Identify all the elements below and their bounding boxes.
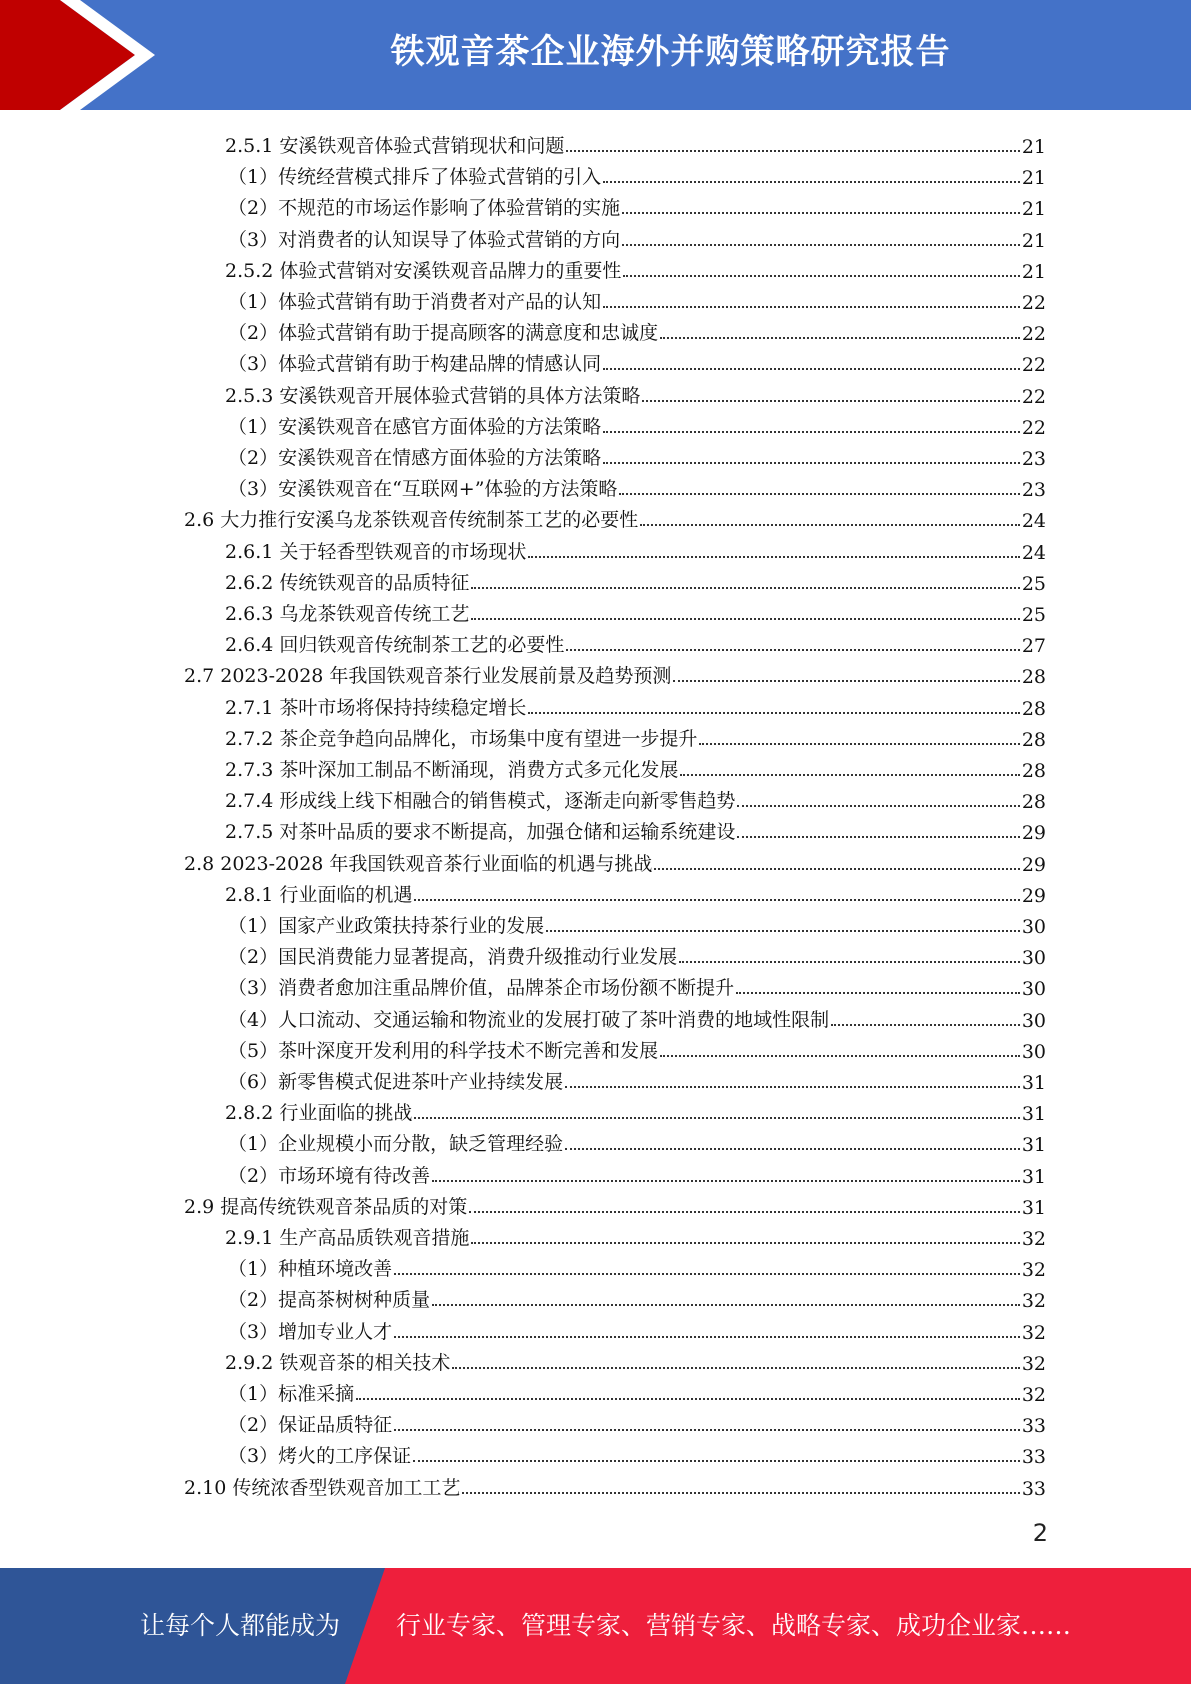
toc-entry[interactable] (184, 501, 1046, 532)
toc-entry[interactable] (184, 845, 1046, 876)
toc-entry[interactable] (228, 907, 1046, 938)
toc-leader-dots (414, 898, 1019, 901)
toc-leader-dots (394, 1335, 1020, 1338)
toc-entry-page: 21 (1021, 198, 1046, 221)
toc-leader-dots (603, 430, 1020, 433)
toc-entry-label: （2）国民消费能力显著提高，消费升级推动行业发展 (228, 946, 678, 969)
toc-leader-dots (640, 523, 1020, 526)
toc-entry[interactable] (228, 408, 1046, 439)
toc-entry-page: 33 (1021, 1415, 1046, 1438)
toc-entry-page: 32 (1021, 1384, 1046, 1406)
toc-entry-page: 29 (1021, 822, 1046, 845)
toc-leader-dots (737, 835, 1019, 838)
toc-entry-label: 2.7.5 对茶叶品质的要求不断提高，加强仓储和运输系统建设 (225, 821, 736, 844)
toc-leader-dots (471, 617, 1019, 620)
toc-leader-dots (619, 492, 1019, 495)
toc-entry[interactable] (228, 221, 1046, 252)
toc-entry-page: 28 (1021, 697, 1046, 720)
toc-entry-page: 21 (1021, 260, 1046, 283)
toc-entry-label: （3）增加专业人才 (228, 1320, 393, 1343)
page-number: 2 (1032, 1519, 1048, 1547)
toc-leader-dots (660, 336, 1020, 339)
toc-entry-label: 2.7.4 形成线上线下相融合的销售模式，逐渐走向新零售趋势 (225, 790, 736, 813)
toc-entry[interactable] (228, 158, 1046, 189)
toc-entry-label: 2.6.2 传统铁观音的品质特征 (225, 571, 470, 594)
toc-leader-dots (356, 1397, 1020, 1400)
toc-entry[interactable] (225, 720, 1046, 751)
toc-leader-dots (471, 1241, 1019, 1244)
toc-entry-label: 2.5.2 体验式营销对安溪铁观音品牌力的重要性 (225, 259, 622, 282)
toc-leader-dots (452, 1366, 1019, 1369)
toc-leader-dots (394, 1272, 1020, 1275)
toc-entry[interactable] (228, 283, 1046, 314)
document-title: 铁观音茶企业海外并购策略研究报告 (390, 32, 951, 72)
toc-leader-dots (603, 180, 1020, 183)
toc-leader-dots (736, 991, 1020, 994)
toc-leader-dots (679, 960, 1020, 963)
toc-entry[interactable] (225, 1094, 1046, 1125)
toc-entry-page: 24 (1021, 541, 1046, 564)
footer-slogan-left: 让每个人都能成为 (140, 1611, 341, 1640)
toc-leader-dots (623, 274, 1019, 277)
toc-entry-page: 30 (1021, 916, 1046, 938)
toc-leader-dots (654, 867, 1019, 870)
toc-entry[interactable] (228, 439, 1046, 470)
toc-entry-label: （1）标准采摘 (228, 1383, 355, 1405)
toc-entry-page: 29 (1021, 884, 1046, 907)
toc-leader-dots (737, 804, 1019, 807)
toc-entry-page: 28 (1021, 728, 1046, 751)
toc-entry-page: 32 (1021, 1290, 1046, 1313)
toc-entry-page: 22 (1021, 385, 1046, 408)
toc-entry[interactable] (225, 751, 1046, 782)
toc-entry-label: 2.7 2023-2028 年我国铁观音茶行业发展前景及趋势预测 (184, 665, 672, 688)
toc-entry-label: 2.8.1 行业面临的机遇 (225, 883, 413, 906)
toc-entry-label: 2.9.1 生产高品质铁观音措施 (225, 1227, 470, 1249)
toc-entry[interactable] (225, 782, 1046, 813)
toc-entry-page: 28 (1021, 791, 1046, 814)
toc-entry-label: 2.7.1 茶叶市场将保持持续稳定增长 (225, 696, 527, 719)
toc-entry-label: （1）体验式营销有助于消费者对产品的认知 (228, 291, 602, 313)
toc-entry-page: 30 (1021, 1040, 1046, 1063)
toc-entry-label: （2）保证品质特征 (228, 1414, 393, 1437)
toc-entry-label: （4）人口流动、交通运输和物流业的发展打破了茶叶消费的地域性限制 (228, 1008, 830, 1031)
toc-entry-label: 2.8 2023-2028 年我国铁观音茶行业面临的机遇与挑战 (184, 852, 653, 875)
toc-entry[interactable] (225, 689, 1046, 720)
toc-entry-label: 2.5.1 安溪铁观音体验式营销现状和问题 (225, 135, 565, 157)
toc-entry-page: 31 (1021, 1103, 1046, 1126)
toc-entry-label: （3）消费者愈加注重品牌价值，品牌茶企市场份额不断提升 (228, 977, 735, 1000)
toc-entry-page: 31 (1021, 1196, 1046, 1219)
toc-entry-label: 2.9.2 铁观音茶的相关技术 (225, 1351, 451, 1374)
toc-entry[interactable] (225, 595, 1046, 626)
toc-entry-label: （2）安溪铁观音在情感方面体验的方法策略 (228, 447, 602, 469)
toc-leader-dots (680, 773, 1019, 776)
toc-entry-page: 31 (1021, 1134, 1046, 1157)
toc-entry-page: 24 (1021, 510, 1046, 533)
toc-entry-label: （1）企业规模小而分散，缺乏管理经验 (228, 1133, 564, 1156)
toc-leader-dots (699, 742, 1019, 745)
toc-entry[interactable] (225, 1219, 1046, 1250)
toc-leader-dots (528, 555, 1019, 558)
toc-entry-page: 25 (1021, 572, 1046, 595)
toc-leader-dots (471, 586, 1019, 589)
toc-entry-page: 22 (1021, 323, 1046, 346)
toc-entry[interactable] (228, 1406, 1046, 1437)
toc-entry[interactable] (228, 1250, 1046, 1281)
toc-entry[interactable] (225, 813, 1046, 844)
toc-entry[interactable] (228, 1375, 1046, 1406)
toc-entry-label: 2.6.1 关于轻香型铁观音的市场现状 (225, 540, 527, 563)
toc-entry-page: 32 (1021, 1228, 1046, 1250)
toc-entry-page: 22 (1021, 354, 1046, 377)
toc-leader-dots (642, 399, 1019, 402)
toc-leader-dots (660, 1054, 1020, 1057)
toc-entry-label: （2）体验式营销有助于提高顾客的满意度和忠诚度 (228, 322, 659, 345)
toc-entry[interactable] (228, 314, 1046, 345)
toc-entry[interactable] (184, 657, 1046, 688)
toc-entry-page: 28 (1021, 666, 1046, 689)
toc-leader-dots (566, 648, 1019, 651)
toc-entry[interactable] (228, 345, 1046, 376)
toc-leader-dots (469, 1210, 1020, 1213)
toc-entry[interactable] (228, 969, 1046, 1000)
toc-entry-label: （3）烤火的工序保证 (228, 1445, 412, 1468)
toc-leader-dots (831, 1023, 1020, 1026)
toc-entry[interactable] (184, 1469, 1046, 1500)
toc-entry[interactable] (228, 1313, 1046, 1344)
toc-entry-page: 32 (1021, 1321, 1046, 1344)
page-footer (0, 1568, 1191, 1684)
toc-leader-dots (622, 243, 1020, 246)
toc-entry-label: （2）不规范的市场运作影响了体验营销的实施 (228, 197, 621, 220)
toc-entry-label: （1）种植环境改善 (228, 1258, 393, 1281)
toc-entry[interactable] (184, 1188, 1046, 1219)
footer-slogan-right: 行业专家、管理专家、营销专家、战略专家、成功企业家…… (396, 1611, 1072, 1640)
toc-entry-page: 33 (1021, 1446, 1046, 1469)
toc-entry-page: 27 (1021, 635, 1046, 658)
toc-entry[interactable] (228, 1125, 1046, 1156)
header-arrow-decoration (0, 0, 160, 110)
toc-entry-label: （5）茶叶深度开发利用的科学技术不断完善和发展 (228, 1039, 659, 1062)
toc-entry-label: （3）对消费者的认知误导了体验式营销的方向 (228, 228, 621, 251)
toc-entry-page: 31 (1021, 1165, 1046, 1188)
toc-entry[interactable] (228, 1281, 1046, 1312)
toc-entry-page: 30 (1021, 978, 1046, 1001)
toc-entry-label: （6）新零售模式促进茶叶产业持续发展 (228, 1071, 564, 1093)
toc-entry-page: 28 (1021, 760, 1046, 782)
toc-entry-page: 21 (1021, 136, 1046, 158)
toc-entry-page: 25 (1021, 604, 1046, 626)
toc-entry-page: 29 (1021, 853, 1046, 876)
toc-entry-label: （1）国家产业政策扶持茶行业的发展 (228, 915, 545, 937)
toc-entry[interactable] (228, 189, 1046, 220)
toc-entry-label: 2.6.3 乌龙茶铁观音传统工艺 (225, 603, 470, 625)
toc-entry-label: （3）安溪铁观音在“互联网+”体验的方法策略 (228, 478, 618, 501)
toc-entry-page: 30 (1021, 1009, 1046, 1032)
toc-leader-dots (462, 1491, 1019, 1494)
toc-leader-dots (413, 1459, 1020, 1462)
toc-entry[interactable] (228, 938, 1046, 969)
toc-entry-page: 30 (1021, 947, 1046, 970)
toc-entry-label: 2.5.3 安溪铁观音开展体验式营销的具体方法策略 (225, 384, 641, 407)
toc-leader-dots (603, 305, 1020, 308)
toc-leader-dots (603, 461, 1020, 464)
toc-leader-dots (603, 367, 1020, 370)
toc-entry-label: 2.8.2 行业面临的挑战 (225, 1102, 413, 1125)
toc-leader-dots (432, 1179, 1020, 1182)
toc-entry-page: 21 (1021, 229, 1046, 252)
toc-entry[interactable] (225, 533, 1046, 564)
toc-leader-dots (565, 1085, 1020, 1088)
toc-leader-dots (414, 1116, 1019, 1119)
toc-entry-label: 2.6 大力推行安溪乌龙茶铁观音传统制茶工艺的必要性 (184, 509, 639, 532)
toc-entry-label: （1）传统经营模式排斥了体验式营销的引入 (228, 166, 602, 189)
toc-leader-dots (565, 1147, 1020, 1150)
toc-entry[interactable] (225, 377, 1046, 408)
toc-entry[interactable] (225, 127, 1046, 158)
toc-entry[interactable] (225, 252, 1046, 283)
toc-leader-dots (622, 211, 1020, 214)
toc-leader-dots (546, 929, 1020, 932)
toc-entry-label: （2）市场环境有待改善 (228, 1164, 431, 1187)
toc-entry-label: 2.10 传统浓香型铁观音加工工艺 (184, 1476, 461, 1499)
toc-entry[interactable] (225, 626, 1046, 657)
toc-entry[interactable] (228, 1157, 1046, 1188)
toc-entry[interactable] (228, 1001, 1046, 1032)
toc-entry-page: 21 (1021, 167, 1046, 190)
toc-entry-page: 32 (1021, 1352, 1046, 1375)
toc-entry-page: 32 (1021, 1259, 1046, 1282)
toc-entry[interactable] (225, 1344, 1046, 1375)
toc-entry-label: （1）安溪铁观音在感官方面体验的方法策略 (228, 415, 602, 438)
toc-entry[interactable] (228, 1032, 1046, 1063)
toc-leader-dots (673, 679, 1019, 682)
toc-entry-page: 33 (1021, 1477, 1046, 1500)
toc-entry-label: （2）提高茶树树种质量 (228, 1289, 431, 1312)
toc-entry[interactable] (228, 1437, 1046, 1468)
toc-entry[interactable] (225, 876, 1046, 907)
page-header (0, 0, 1191, 110)
toc-leader-dots (566, 149, 1019, 152)
toc-entry-page: 22 (1021, 292, 1046, 314)
toc-entry-label: 2.6.4 回归铁观音传统制茶工艺的必要性 (225, 634, 565, 657)
toc-leader-dots (394, 1428, 1020, 1431)
toc-entry-page: 22 (1021, 416, 1046, 439)
toc-entry[interactable] (228, 470, 1046, 501)
toc-entry-label: 2.7.2 茶企竞争趋向品牌化，市场集中度有望进一步提升 (225, 727, 698, 750)
toc-entry[interactable] (228, 1063, 1046, 1094)
toc-entry-label: 2.7.3 茶叶深加工制品不断涌现，消费方式多元化发展 (225, 759, 679, 781)
toc-entry-page: 23 (1021, 479, 1046, 502)
toc-leader-dots (528, 711, 1019, 714)
toc-entry-page: 31 (1021, 1072, 1046, 1094)
toc-entry-page: 23 (1021, 448, 1046, 470)
toc-entry[interactable] (225, 564, 1046, 595)
toc-leader-dots (432, 1303, 1020, 1306)
toc-entry-label: 2.9 提高传统铁观音茶品质的对策 (184, 1195, 468, 1218)
toc-entry-label: （3）体验式营销有助于构建品牌的情感认同 (228, 353, 602, 376)
